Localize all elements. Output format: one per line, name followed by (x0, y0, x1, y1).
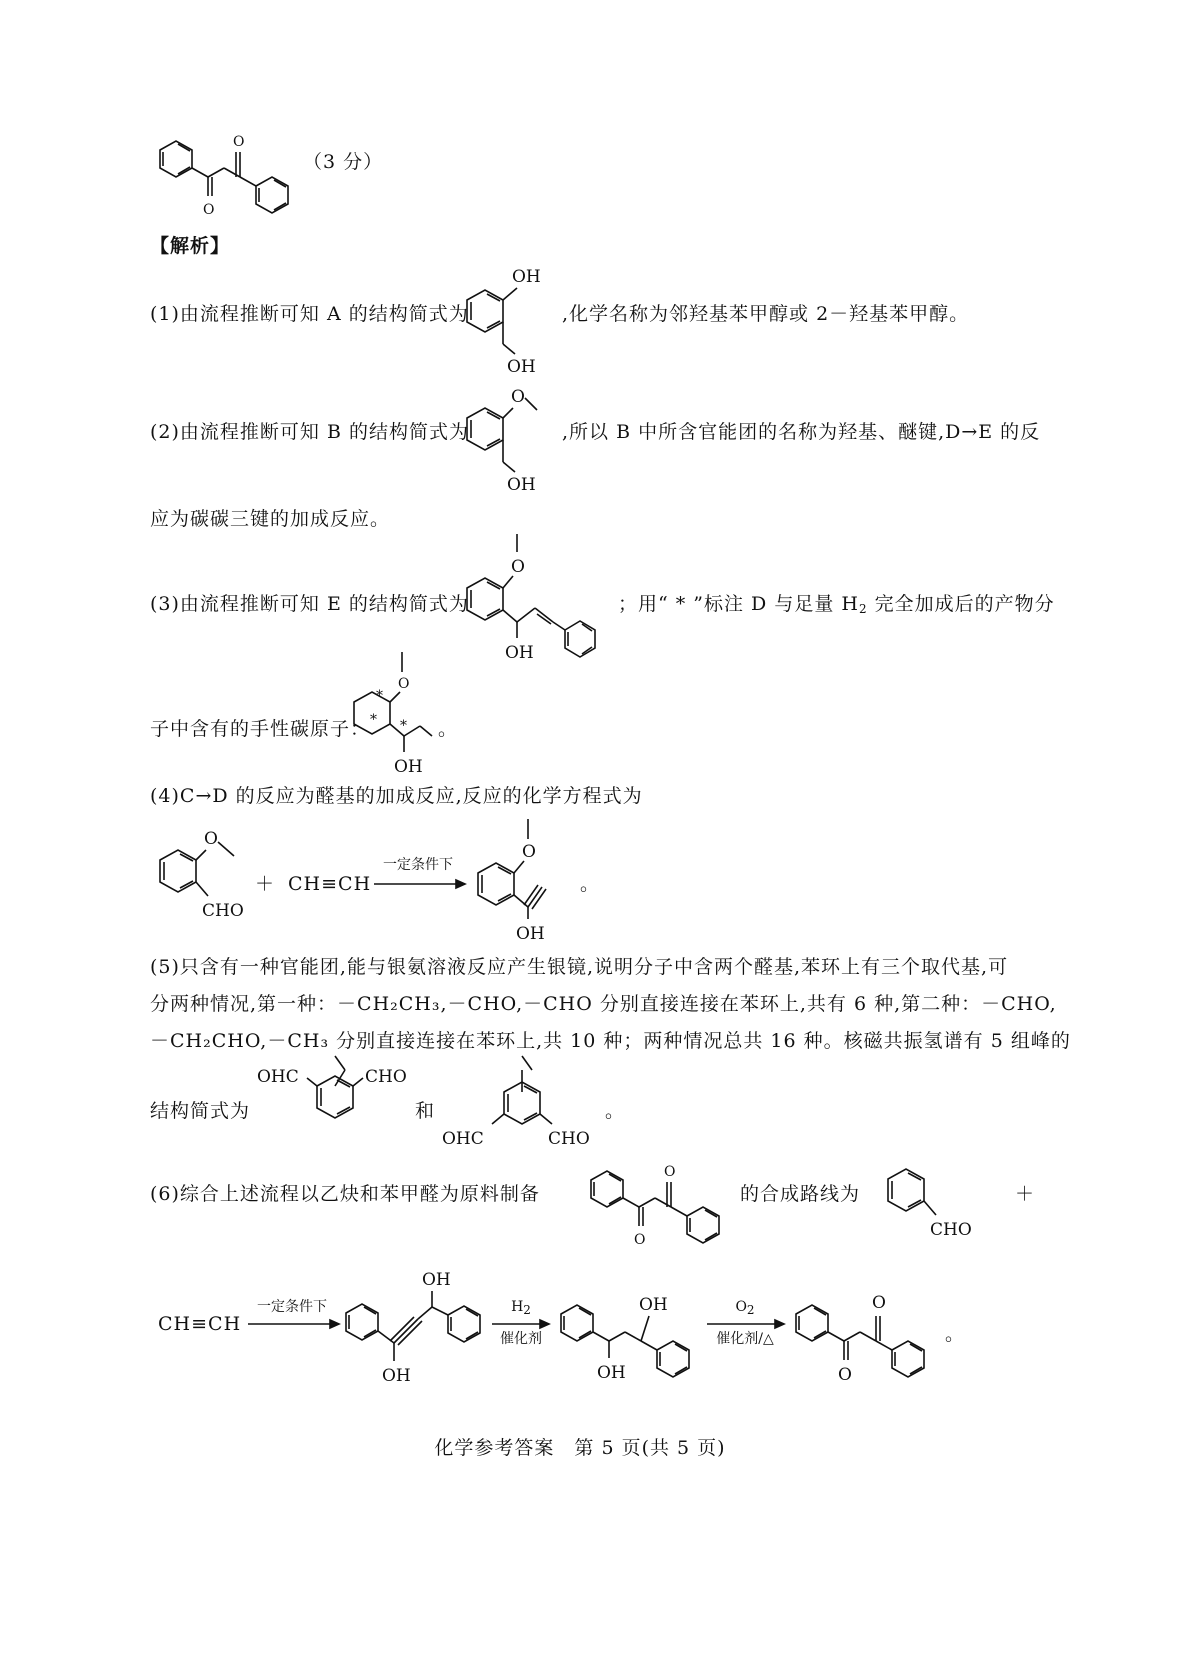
q3-text-after: ；用“ * ”标注 D 与足量 $H_2$ 完全加成后的产物分 (618, 593, 1055, 616)
q1-text-after: ,化学名称为邻羟基苯甲醇或 2－羟基苯甲醇。 (562, 303, 970, 325)
q6-arrow3-reagent: $O_2$ (735, 1299, 755, 1317)
q4-acetylene: CH≡CH (288, 873, 372, 895)
q5-and: 和 (415, 1100, 436, 1122)
q5-period: 。 (605, 1100, 626, 1122)
svg-text:O: O (664, 1164, 676, 1180)
svg-text:OH: OH (382, 1366, 411, 1386)
svg-text:O: O (838, 1365, 852, 1385)
arrow-icon (705, 1318, 787, 1330)
svg-text:O: O (522, 842, 536, 862)
arrow-icon (246, 1318, 341, 1330)
isomer-1-structure (255, 1052, 415, 1142)
q5-line4: 结构简式为 (150, 1100, 251, 1122)
svg-text:OHC: OHC (442, 1129, 484, 1149)
analysis-heading: 【解析】 (150, 235, 231, 257)
score-label: （3 分） (303, 151, 384, 173)
svg-text:CHO: CHO (202, 901, 244, 921)
svg-text:O: O (511, 557, 525, 577)
svg-text:CHO: CHO (548, 1129, 590, 1149)
saturated-diol-structure (555, 1290, 705, 1390)
q6-text-b: 的合成路线为 (740, 1183, 861, 1205)
diketone-structure-top (150, 130, 300, 230)
compound-a-structure (455, 262, 555, 382)
reaction-condition-label: 一定条件下 (383, 857, 453, 873)
q2-text-after: ,所以 B 中所含官能团的名称为羟基、醚键,D→E 的反 (562, 421, 1041, 443)
final-diketone-structure (790, 1290, 940, 1390)
target-diketone-structure (585, 1160, 735, 1260)
page-footer: 化学参考答案 第 5 页(共 5 页) (434, 1437, 726, 1459)
diol-alkyne-structure (340, 1265, 500, 1395)
q2-text-before: (2)由流程推断可知 B 的结构简式为 (150, 421, 469, 443)
svg-text:O: O (634, 1232, 646, 1248)
q1-text-before: (1)由流程推断可知 A 的结构简式为 (150, 303, 469, 325)
svg-text:O: O (398, 676, 410, 692)
q5-line3: －CH₂CHO,－CH₃ 分别直接连接在苯环上,共 10 种；两种情况总共 16 种。核磁共振氢谱有 5 组峰的 (150, 1030, 1071, 1052)
q3-text-before: (3)由流程推断可知 E 的结构简式为 (150, 593, 469, 615)
svg-text:CHO: CHO (365, 1067, 407, 1087)
arrow-icon (490, 1318, 552, 1330)
compound-b-structure (455, 380, 565, 500)
oh-label: OH (512, 267, 541, 287)
svg-text:OH: OH (597, 1363, 626, 1383)
svg-text:OH: OH (507, 357, 536, 377)
q5-line2: 分两种情况,第一种：－CH₂CH₃,－CHO,－CHO 分别直接连接在苯环上,共有 6 种,第二种：－CHO, (150, 993, 1057, 1015)
q2-text-line2: 应为碳碳三键的加成反应。 (150, 508, 391, 530)
q6-period: 。 (945, 1323, 966, 1345)
svg-text:OHC: OHC (257, 1067, 299, 1087)
svg-text:O: O (204, 829, 218, 849)
svg-text:CHO: CHO (930, 1220, 972, 1240)
q3-period: 。 (438, 718, 459, 740)
q4-plus: ＋ (255, 873, 276, 895)
q6-plus: ＋ (1015, 1183, 1036, 1205)
q5-line1: (5)只含有一种官能团,能与银氨溶液反应产生银镜,说明分子中含两个醛基,苯环上有三个取代基,可 (150, 956, 1009, 978)
benzaldehyde-structure (880, 1165, 990, 1245)
q3-text-line2: 子中含有的手性碳原子： (150, 718, 371, 740)
svg-text:OH: OH (639, 1295, 668, 1315)
svg-text:OH: OH (394, 757, 423, 777)
q6-arrow2-catalyst: 催化剂 (500, 1331, 542, 1347)
q6-acetylene: CH≡CH (158, 1313, 242, 1335)
svg-text:O: O (511, 387, 525, 407)
svg-text:*: * (370, 712, 377, 728)
svg-text:O: O (872, 1293, 886, 1313)
svg-text:*: * (400, 718, 407, 734)
q6-text-a: (6)综合上述流程以乙炔和苯甲醛为原料制备 (150, 1183, 540, 1205)
q6-arrow3-catalyst: 催化剂/△ (716, 1331, 774, 1347)
svg-text:OH: OH (516, 924, 545, 944)
q6-arrow1-condition: 一定条件下 (257, 1299, 327, 1315)
compound-d-structure (470, 815, 590, 955)
svg-text:OH: OH (505, 643, 534, 663)
compound-e-structure (455, 530, 615, 670)
arrow-icon (372, 878, 467, 890)
compound-c-structure (150, 830, 270, 930)
carbonyl-o-label: O (203, 202, 215, 218)
chiral-star: * (376, 688, 383, 704)
q4-reaction-arrow (372, 856, 464, 874)
q4-text: (4)C→D 的反应为醛基的加成反应,反应的化学方程式为 (150, 785, 643, 807)
svg-text:O: O (233, 134, 245, 150)
q4-period: 。 (580, 873, 601, 895)
q6-arrow2-reagent: $H_2$ (511, 1299, 531, 1317)
svg-text:OH: OH (507, 475, 536, 495)
isomer-2-structure (440, 1052, 610, 1162)
svg-text:OH: OH (422, 1270, 451, 1290)
